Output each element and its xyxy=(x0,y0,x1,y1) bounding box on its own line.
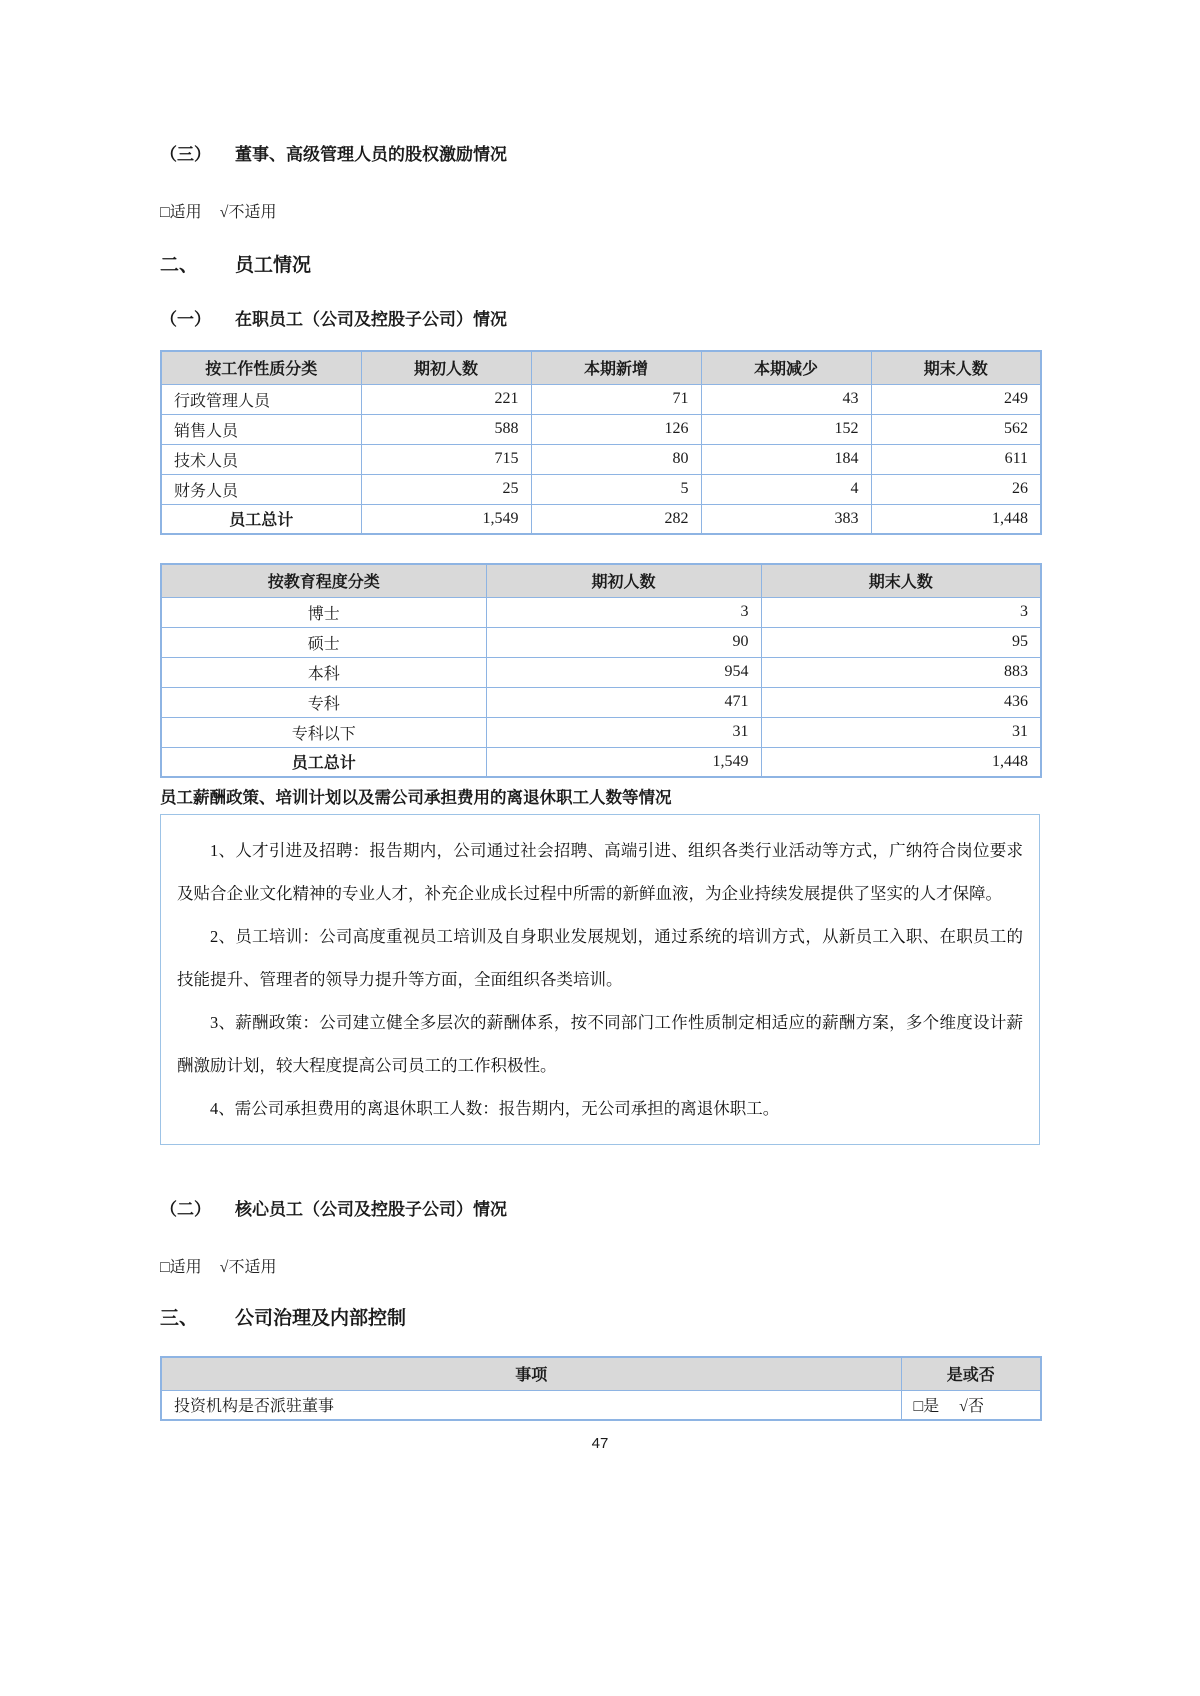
cell-value: 95 xyxy=(761,627,1041,657)
section-number: （三） xyxy=(160,145,211,164)
cell-value: 43 xyxy=(701,384,871,414)
section-title: 董事、高级管理人员的股权激励情况 xyxy=(235,145,507,164)
table-header-row xyxy=(161,1357,1041,1390)
section-number: 二、 xyxy=(160,255,199,276)
applicable-option-checked: √不适用 xyxy=(219,1259,277,1276)
cell-value: 80 xyxy=(531,444,701,474)
row-label: 专科 xyxy=(161,687,486,717)
cell-answer xyxy=(901,1390,1041,1420)
row-label: 员工总计 xyxy=(161,504,361,534)
cell-value: 184 xyxy=(701,444,871,474)
cell-value: 1,448 xyxy=(871,504,1041,534)
section-number: （二） xyxy=(160,1200,211,1219)
applicable-line-equity xyxy=(160,199,1040,222)
applicable-line-core xyxy=(160,1254,1040,1277)
answer-option-checked: √否 xyxy=(959,1398,984,1416)
table-row xyxy=(161,687,1041,717)
section-heading-employees xyxy=(160,250,1040,277)
table-row xyxy=(161,414,1041,444)
cell-value: 4 xyxy=(701,474,871,504)
table-row xyxy=(161,717,1041,747)
row-label: 行政管理人员 xyxy=(161,384,361,414)
table-total-row xyxy=(161,747,1041,777)
table-employees-by-job xyxy=(160,350,1042,535)
policy-text-box xyxy=(160,814,1040,1145)
cell-value: 383 xyxy=(701,504,871,534)
table-row xyxy=(161,627,1041,657)
column-header: 本期减少 xyxy=(701,351,871,384)
applicable-option-checked: √不适用 xyxy=(219,204,277,221)
cell-value: 1,549 xyxy=(361,504,531,534)
table-row xyxy=(161,444,1041,474)
cell-value: 883 xyxy=(761,657,1041,687)
row-label: 员工总计 xyxy=(161,747,486,777)
row-label: 投资机构是否派驻董事 xyxy=(161,1390,901,1420)
column-header: 按工作性质分类 xyxy=(161,351,361,384)
column-header: 按教育程度分类 xyxy=(161,564,486,597)
row-label: 硕士 xyxy=(161,627,486,657)
row-label: 销售人员 xyxy=(161,414,361,444)
row-label: 博士 xyxy=(161,597,486,627)
cell-value: 954 xyxy=(486,657,761,687)
table-row xyxy=(161,384,1041,414)
page-number: 47 xyxy=(591,1435,609,1452)
applicable-option-unchecked: □适用 xyxy=(160,204,202,221)
table-row xyxy=(161,1390,1041,1420)
cell-value: 1,448 xyxy=(761,747,1041,777)
cell-value: 126 xyxy=(531,414,701,444)
cell-value: 25 xyxy=(361,474,531,504)
column-header: 事项 xyxy=(161,1357,901,1390)
section-title: 员工情况 xyxy=(235,255,312,276)
policy-heading: 员工薪酬政策、培训计划以及需公司承担费用的离退休职工人数等情况 xyxy=(160,789,672,807)
row-label: 财务人员 xyxy=(161,474,361,504)
column-header: 期初人数 xyxy=(486,564,761,597)
cell-value: 152 xyxy=(701,414,871,444)
cell-value: 31 xyxy=(486,717,761,747)
cell-value: 31 xyxy=(761,717,1041,747)
cell-value: 71 xyxy=(531,384,701,414)
section-heading-core-employees xyxy=(160,1195,1040,1220)
cell-value: 471 xyxy=(486,687,761,717)
section-heading-governance xyxy=(160,1303,1040,1330)
cell-value: 3 xyxy=(761,597,1041,627)
cell-value: 26 xyxy=(871,474,1041,504)
cell-value: 1,549 xyxy=(486,747,761,777)
section-number: 三、 xyxy=(160,1308,199,1329)
cell-value: 282 xyxy=(531,504,701,534)
table-governance xyxy=(160,1356,1042,1421)
column-header: 本期新增 xyxy=(531,351,701,384)
cell-value: 588 xyxy=(361,414,531,444)
cell-value: 5 xyxy=(531,474,701,504)
cell-value: 249 xyxy=(871,384,1041,414)
answer-option-unchecked: □是 xyxy=(913,1398,940,1416)
section-heading-onjob-employees xyxy=(160,305,1040,330)
cell-value: 611 xyxy=(871,444,1041,474)
cell-value: 3 xyxy=(486,597,761,627)
row-label: 技术人员 xyxy=(161,444,361,474)
table-header-row xyxy=(161,564,1041,597)
table-row xyxy=(161,597,1041,627)
table-total-row xyxy=(161,504,1041,534)
cell-value: 90 xyxy=(486,627,761,657)
column-header: 是或否 xyxy=(901,1357,1041,1390)
page-content xyxy=(160,0,1040,1452)
row-label: 本科 xyxy=(161,657,486,687)
column-header: 期末人数 xyxy=(871,351,1041,384)
cell-value: 221 xyxy=(361,384,531,414)
policy-paragraph-training: 2、员工培训：公司高度重视员工培训及自身职业发展规划，通过系统的培训方式，从新员工入职、在职员工的技能提升、管理者的领导力提升等方面，全面组织各类培训。 xyxy=(177,927,1023,989)
policy-paragraph-recruiting: 1、人才引进及招聘：报告期内，公司通过社会招聘、高端引进、组织各类行业活动等方式，广纳符合岗位要求及贴合企业文化精神的专业人才，补充企业成长过程中所需的新鲜血液，为企业持续发展提供了坚实的人才保障。 xyxy=(177,841,1023,903)
section-title: 公司治理及内部控制 xyxy=(235,1308,407,1329)
section-number: （一） xyxy=(160,310,211,329)
section-heading-equity-incentive xyxy=(160,140,1040,165)
policy-paragraph-compensation: 3、薪酬政策：公司建立健全多层次的薪酬体系，按不同部门工作性质制定相适应的薪酬方案，多个维度设计薪酬激励计划，较大程度提高公司员工的工作积极性。 xyxy=(177,1013,1023,1075)
column-header: 期初人数 xyxy=(361,351,531,384)
row-label: 专科以下 xyxy=(161,717,486,747)
section-title: 核心员工（公司及控股子公司）情况 xyxy=(235,1200,507,1219)
cell-value: 715 xyxy=(361,444,531,474)
cell-value: 562 xyxy=(871,414,1041,444)
cell-value: 436 xyxy=(761,687,1041,717)
column-header: 期末人数 xyxy=(761,564,1041,597)
table-row xyxy=(161,657,1041,687)
policy-paragraph-retirees: 4、需公司承担费用的离退休职工人数：报告期内，无公司承担的离退休职工。 xyxy=(210,1099,780,1118)
applicable-option-unchecked: □适用 xyxy=(160,1259,202,1276)
table-header-row xyxy=(161,351,1041,384)
table-employees-by-education xyxy=(160,563,1042,778)
table-row xyxy=(161,474,1041,504)
section-title: 在职员工（公司及控股子公司）情况 xyxy=(235,310,507,329)
